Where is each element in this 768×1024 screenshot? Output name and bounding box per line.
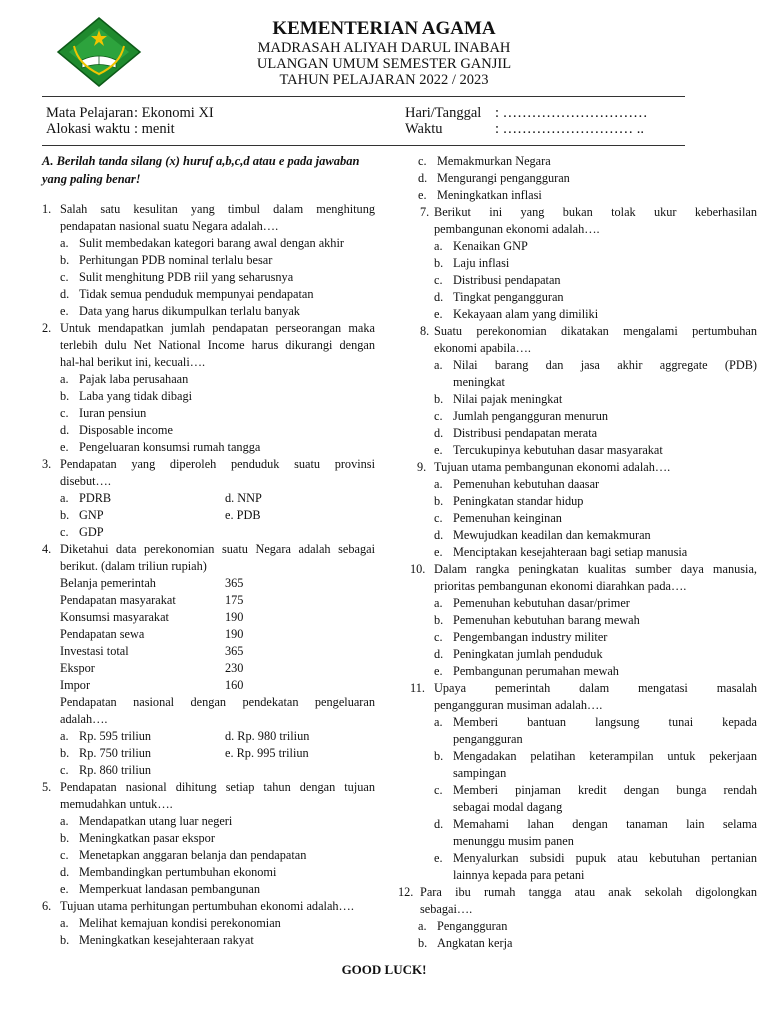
instruction-cont: yang paling benar! — [42, 172, 141, 186]
exam-header — [0, 0, 768, 100]
option[interactable]: b. Angkatan kerja — [418, 936, 513, 950]
option[interactable]: a. Mendapatkan utang luar negeri — [60, 814, 233, 828]
question-12: 12. Para ibu rumah tangga atau anak sekolah digolongkan — [398, 885, 757, 899]
option[interactable]: a. Pemenuhan kebutuhan dasar/primer — [434, 596, 630, 610]
option[interactable]: b. Peningkatan standar hidup — [434, 494, 584, 508]
option[interactable]: c. Pemenuhan keinginan — [434, 511, 562, 525]
option[interactable]: d. Distribusi pendapatan merata — [434, 426, 598, 440]
right-column: c. Memakmurkan Negara d. Mengurangi pengangguran e. Meningkatkan inflasi 7. Berikut ini yang bukan tolak ukur keberhasilan pembangunan ekonomi adalah…. a. Kenaikan GNP b. Laju inflasi c. Distribusi pendapatan d. Tingkat pengangguran e. Kekayaan alam yang dimiliki 8. Suatu perekonomian dikatakan mengalami pertumbuhan ekonomi apabila…. a. Nilai barang dan jasa akhir aggregate (PDB) meningkat b. Nilai pajak meningkat c. Jumlah pengangguran menurun d. Distribusi pendapatan merata e. Tercukupinya kebutuhan dasar masyarakat 9. Tujuan utama pembangunan ekonomi adalah…. a. Pemenuhan kebutuhan daasar b. Peningkatan standar hidup c. Pemenuhan keinginan d. Mewujudkan keadilan dan kemakmuran e. Menciptakan kesejahteraan bagi setiap manusia 10. Dalam rangka peningkatan kualitas sumber daya manusia, prioritas pembangunan ekonomi diarahkan pada…. a. Pemenuhan kebutuhan dasar/primer b. Pemenuhan kebutuhan barang mewah c. Pengembangan industry militer d. Peningkatan jumlah penduduk e. Pembangunan perumahan mewah 11. Upaya pemerintah dalam mengatasi masalah pengangguran musiman adalah…. a. Memberi bantuan langsung tunai kepada pengangguran b. Mengadakan pelatihan keterampilan untuk pekerjaan sampingan c. Memberi pinjaman kredit dengan bunga rendah sebagai modal dagang d. Memahami lahan dengan tanaman lain selama menunggu musim panen e. Menyalurkan subsidi pupuk atau kebutuhan pertanian lainnya kepada para petani 12. Para ibu rumah tangga atau anak sekolah digolongkan sebagai…. a. Pengangguran b. Angkatan kerja — [398, 154, 757, 950]
instruction: A. Berilah tanda silang (x) huruf a,b,c,d atau e pada jawaban — [42, 154, 360, 168]
time-allocation-value: : menit — [134, 121, 175, 137]
option[interactable]: d. Membandingkan pertumbuhan ekonomi — [60, 865, 277, 879]
option[interactable]: b. Nilai pajak meningkat — [434, 392, 563, 406]
option[interactable]: c. Memakmurkan Negara — [418, 154, 551, 168]
option[interactable]: b. Meningkatkan pasar ekspor — [60, 831, 215, 845]
option[interactable]: e. Memperkuat landasan pembangunan — [60, 882, 260, 896]
question-7: 7. Berikut ini yang bukan tolak ukur keberhasilan — [420, 205, 757, 219]
data-row: Pendapatan masyarakat 175 — [60, 593, 244, 607]
option[interactable]: a. Nilai barang dan jasa akhir aggregate (PDB) — [434, 358, 757, 372]
option[interactable]: b. Pemenuhan kebutuhan barang mewah — [434, 613, 640, 627]
option[interactable]: d. Disposable income — [60, 423, 173, 437]
option[interactable]: c. Jumlah pengangguran menurun — [434, 409, 609, 423]
data-row: Impor 160 — [60, 678, 244, 692]
option[interactable]: e. Menciptakan kesejahteraan bagi setiap manusia — [434, 545, 688, 559]
option[interactable]: d. Mengurangi pengangguran — [418, 171, 570, 185]
question-4: 4. Diketahui data perekonomian suatu Negara adalah sebagai — [42, 542, 375, 556]
option[interactable]: a. Rp. 595 triliun d. Rp. 980 triliun — [60, 729, 310, 743]
option[interactable]: b. Laju inflasi — [434, 256, 510, 270]
question-2: 2. Untuk mendapatkan jumlah pendapatan perseorangan maka — [42, 321, 375, 335]
option[interactable]: a. Pajak laba perusahaan — [60, 372, 189, 386]
question-11: 11. Upaya pemerintah dalam mengatasi masalah — [410, 681, 757, 695]
option[interactable]: a. Sulit membedakan kategori barang awal dengan akhir — [60, 236, 344, 250]
exam-name: ULANGAN UMUM SEMESTER GANJIL — [256, 56, 512, 72]
data-row: Ekspor 230 — [60, 661, 244, 675]
option[interactable]: e. Kekayaan alam yang dimiliki — [434, 307, 599, 321]
question-6: 6. Tujuan utama perhitungan pertumbuhan ekonomi adalah…. — [42, 899, 354, 913]
question-8: 8. Suatu perekonomian dikatakan mengalami pertumbuhan — [420, 324, 757, 338]
option[interactable]: a. Pemenuhan kebutuhan daasar — [434, 477, 600, 491]
option[interactable]: a. Kenaikan GNP — [434, 239, 528, 253]
day-date-value: : ………………………… — [495, 105, 648, 121]
option[interactable]: b. Mengadakan pelatihan keterampilan untuk pekerjaan — [434, 749, 757, 763]
question-10: 10. Dalam rangka peningkatan kualitas sumber daya manusia, — [410, 562, 757, 576]
option[interactable]: b. Laba yang tidak dibagi — [60, 389, 193, 403]
option[interactable]: c. Pengembangan industry militer — [434, 630, 608, 644]
option[interactable]: e. Pembangunan perumahan mewah — [434, 664, 619, 678]
option[interactable]: e. Menyalurkan subsidi pupuk atau kebutuhan pertanian — [434, 851, 757, 865]
option[interactable]: b. GNP e. PDB — [60, 508, 261, 522]
option[interactable]: b. Perhitungan PDB nominal terlalu besar — [60, 253, 273, 267]
option[interactable]: d. Mewujudkan keadilan dan kemakmuran — [434, 528, 651, 542]
data-row: Belanja pemerintah 365 — [60, 576, 244, 590]
question-1: 1. Salah satu kesulitan yang timbul dalam menghitung — [42, 202, 375, 216]
data-row: Konsumsi masyarakat 190 — [60, 610, 244, 624]
option[interactable]: a. Pengangguran — [418, 919, 508, 933]
option[interactable]: e. Pengeluaran konsumsi rumah tangga — [60, 440, 261, 454]
subject-label: Mata Pelajaran — [46, 105, 134, 121]
option[interactable]: b. Meningkatkan kesejahteraan rakyat — [60, 933, 254, 947]
school-name: MADRASAH ALIYAH DARUL INABAH — [257, 40, 511, 56]
option[interactable]: c. Menetapkan anggaran belanja dan pendapatan — [60, 848, 307, 862]
academic-year: TAHUN PELAJARAN 2022 / 2023 — [279, 72, 489, 88]
question-3: 3. Pendapatan yang diperoleh penduduk suatu provinsi — [42, 457, 375, 471]
option[interactable]: c. GDP — [60, 525, 104, 539]
info-divider — [42, 145, 685, 146]
header-divider — [42, 96, 685, 97]
option[interactable]: e. Tercukupinya kebutuhan dasar masyarakat — [434, 443, 663, 457]
option[interactable]: d. Peningkatan jumlah penduduk — [434, 647, 603, 661]
question-9: 9. Tujuan utama pembangunan ekonomi adalah…. — [417, 460, 671, 474]
clock-label: Waktu — [405, 121, 443, 137]
clock-value: : ……………………… .. — [495, 121, 645, 137]
option[interactable]: d. Memahami lahan dengan tanaman lain selama — [434, 817, 757, 831]
option[interactable]: d. Tidak semua penduduk mempunyai pendapatan — [60, 287, 314, 301]
good-luck-footer: GOOD LUCK! — [341, 962, 427, 977]
option[interactable]: c. Sulit menghitung PDB riil yang seharusnya — [60, 270, 294, 284]
option[interactable]: a. Memberi bantuan langsung tunai kepada — [434, 715, 757, 729]
time-allocation-label: Alokasi waktu — [46, 121, 131, 137]
left-column: A. Berilah tanda silang (x) huruf a,b,c,d atau e pada jawaban yang paling benar! 1. Salah satu kesulitan yang timbul dalam menghitung pendapatan nasional suatu Negara adalah…. a. Sulit membedakan kategori barang awal dengan akhir b. Perhitungan PDB nominal terlalu besar c. Sulit menghitung PDB riil yang seharusnya d. Tidak semua penduduk mempunyai pendapatan e. Data yang harus dikumpulkan terlalu banyak 2. Untuk mendapatkan jumlah pendapatan perseorangan maka terlebih dulu Net National Income harus dikurangi dengan hal-hal berikut ini, kecuali…. a. Pajak laba perusahaan b. Laba yang tidak dibagi c. Iuran pensiun d. Disposable income e. Pengeluaran konsumsi rumah tangga 3. Pendapatan yang diperoleh penduduk suatu provinsi disebut…. a. PDRB d. NNP b. GNP e. PDB c. GDP 4. Diketahui data perekonomian suatu Negara adalah sebagai berikut. (dalam triliun rupiah) Belanja pemerintah 365 Pendapatan masyarakat 175 Konsumsi masyarakat 190 Pendapatan sewa 190 Investasi total 365 Ekspor 230 Impor 160 Pendapatan nasional dengan pendekatan pengeluaran adalah…. a. Rp. 595 triliun d. Rp. 980 triliun b. Rp. 750 triliun e. Rp. 995 triliun c. Rp. 860 triliun 5. Pendapatan nasional dihitung setiap tahun dengan tujuan memudahkan untuk…. a. Mendapatkan utang luar negeri b. Meningkatkan pasar ekspor c. Menetapkan anggaran belanja dan pendapatan d. Membandingkan pertumbuhan ekonomi e. Memperkuat landasan pembangunan 6. Tujuan utama perhitungan pertumbuhan ekonomi adalah…. a. Melihat kemajuan kondisi perekonomian b. Meningkatkan kesejahteraan rakyat — [42, 154, 375, 947]
option[interactable]: a. Melihat kemajuan kondisi perekonomian — [60, 916, 281, 930]
option[interactable]: c. Distribusi pendapatan — [434, 273, 561, 287]
question-5: 5. Pendapatan nasional dihitung setiap tahun dengan tujuan — [42, 780, 375, 794]
option[interactable]: a. PDRB d. NNP — [60, 491, 262, 505]
option[interactable]: e. Data yang harus dikumpulkan terlalu banyak — [60, 304, 300, 318]
option[interactable]: c. Rp. 860 triliun — [60, 763, 152, 777]
option[interactable]: e. Meningkatkan inflasi — [418, 188, 542, 202]
ministry-title: KEMENTERIAN AGAMA — [272, 18, 496, 39]
data-row: Investasi total 365 — [60, 644, 244, 658]
subject-value: : Ekonomi XI — [134, 105, 214, 121]
option[interactable]: c. Memberi pinjaman kredit dengan bunga rendah — [434, 783, 757, 797]
option[interactable]: d. Tingkat pengangguran — [434, 290, 564, 304]
day-date-label: Hari/Tanggal — [405, 105, 482, 121]
data-row: Pendapatan sewa 190 — [60, 627, 244, 641]
option[interactable]: b. Rp. 750 triliun e. Rp. 995 triliun — [60, 746, 309, 760]
option[interactable]: c. Iuran pensiun — [60, 406, 147, 420]
